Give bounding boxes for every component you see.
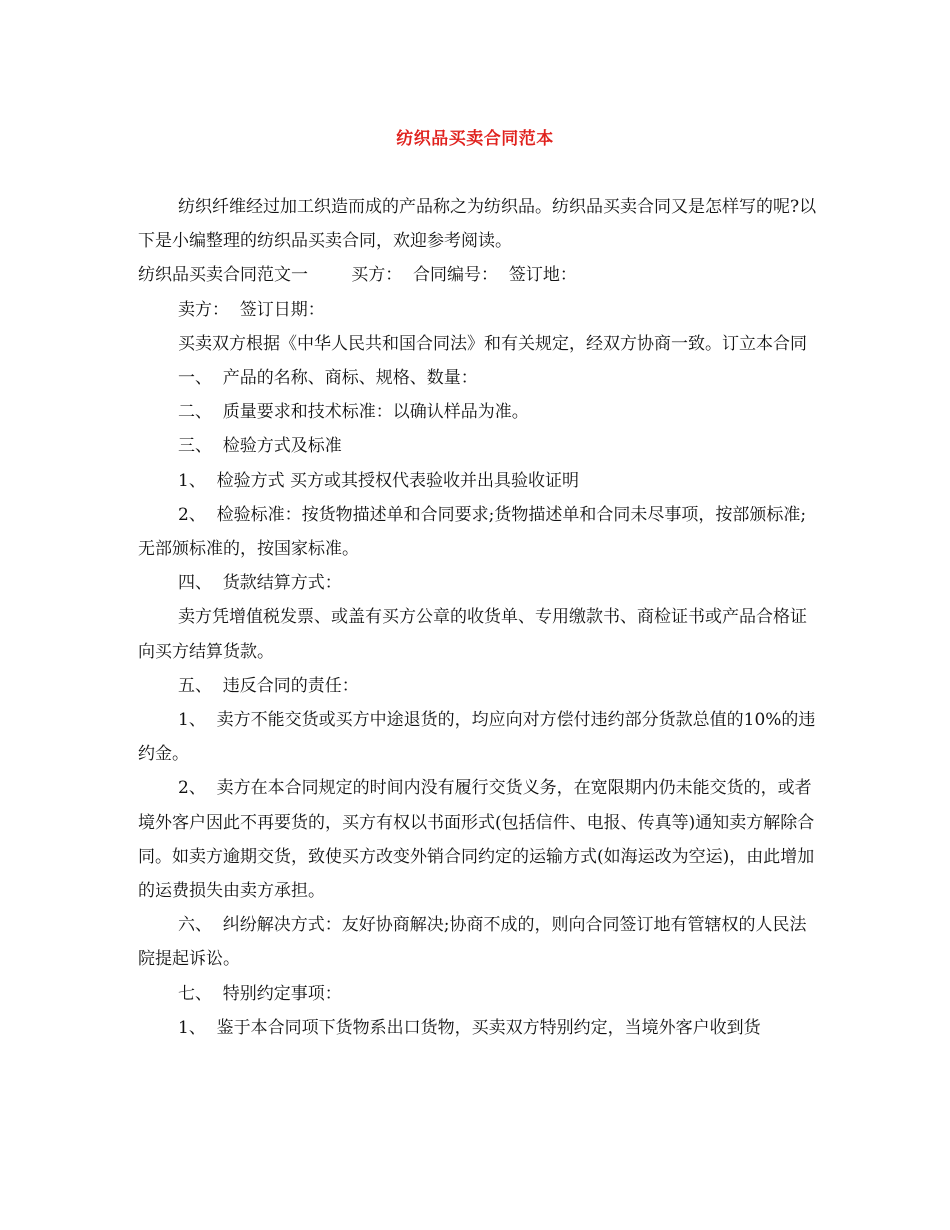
document-paragraph: 1、 检验方式 买方或其授权代表验收并出具验收证明 xyxy=(178,470,580,491)
document-title: 纺织品买卖合同范本 xyxy=(396,129,554,149)
document-paragraph: 纺织纤维经过加工织造而成的产品称之为纺织品。纺织品买卖合同又是怎样写的呢?以下是小编整理的纺织品买卖合同，欢迎参考阅读。 xyxy=(138,197,817,252)
document-paragraph: 买卖双方根据《中华人民共和国合同法》和有关规定，经双方协商一致。订立本合同 xyxy=(178,333,807,354)
document-paragraph: 卖方： 签订日期： xyxy=(178,299,325,320)
document-paragraph: 纺织品买卖合同范文一 买方： 合同编号： 签订地： xyxy=(138,265,577,286)
document-paragraph: 三、 检验方式及标准 xyxy=(178,436,342,457)
document-paragraph: 2、 检验标准：按货物描述单和合同要求;货物描述单和合同未尽事项，按部颁标准;无部颁标准的，按国家标准。 xyxy=(138,504,807,560)
document-paragraph: 1、 鉴于本合同项下货物系出口货物，买卖双方特别约定，当境外客户收到货 xyxy=(178,1017,761,1038)
document-paragraph: 四、 货款结算方式： xyxy=(178,573,342,594)
document-paragraph: 1、 卖方不能交货或买方中途退货的，均应向对方偿付违约部分货款总值的10%的违约金。 xyxy=(138,710,816,765)
document-paragraph: 二、 质量要求和技术标准：以确认样品为准。 xyxy=(178,402,529,423)
document-paragraph: 五、 违反合同的责任： xyxy=(178,675,359,696)
document-paragraph: 一、 产品的名称、商标、规格、数量： xyxy=(178,368,478,389)
document-paragraph: 卖方凭增值税发票、或盖有买方公章的收货单、专用缴款书、商检证书或产品合格证向买方结算货款。 xyxy=(138,607,807,662)
document-paragraph: 2、 卖方在本合同规定的时间内没有履行交货义务，在宽限期内仍未能交货的，或者境外客户因此不再要货的，买方有权以书面形式(包括信件、电报、传真等)通知卖方解除合同。如卖方逾期交货，致使买方改变外销合同约定的运输方式(如海运改为空运)，由此增加的运费损失由卖方承担。 xyxy=(138,778,815,902)
document-paragraph: 七、 特别约定事项： xyxy=(178,983,342,1004)
document-body xyxy=(138,190,818,1045)
document-paragraph: 六、 纠纷解决方式：友好协商解决;协商不成的，则向合同签订地有管辖权的人民法院提起诉讼。 xyxy=(138,915,807,970)
